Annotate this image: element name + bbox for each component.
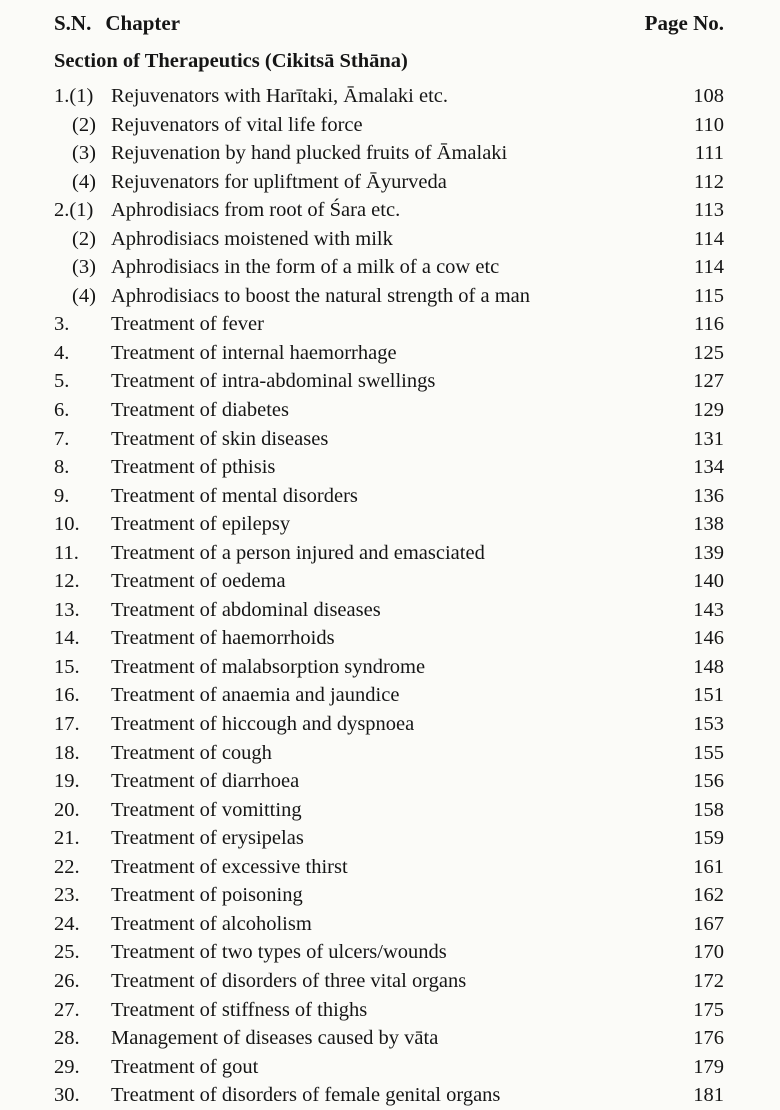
entry-number: 12.	[54, 570, 80, 593]
page-no-header: Page No.	[644, 11, 724, 35]
entry-number: 19.	[54, 770, 80, 793]
entry-number: 25.	[54, 941, 80, 964]
entry-title: Treatment of malabsorption syndrome	[111, 655, 426, 678]
toc-row	[54, 1053, 724, 1082]
entry-title: Rejuvenation by hand plucked fruits of Āmalaki	[111, 142, 508, 165]
toc-row	[54, 482, 724, 511]
entry-title: Treatment of fever	[111, 313, 264, 336]
entry-number: 17.	[54, 713, 80, 736]
entry-page: 179	[693, 1055, 724, 1078]
toc-row	[54, 910, 724, 939]
entry-title: Treatment of internal haemorrhage	[111, 341, 397, 364]
entry-number: 8.	[54, 456, 70, 479]
entry-title: Treatment of oedema	[111, 570, 286, 593]
entry-title: Treatment of vomitting	[111, 798, 302, 821]
entry-page: 162	[693, 884, 724, 907]
entry-number: 7.	[54, 427, 70, 450]
entry-title: Treatment of anaemia and jaundice	[111, 684, 400, 707]
toc-row	[54, 225, 724, 254]
entry-title: Treatment of pthisis	[111, 456, 276, 479]
entry-title: Treatment of alcoholism	[111, 912, 312, 935]
entry-page: 125	[693, 341, 724, 364]
entry-number: 18.	[54, 741, 80, 764]
entry-title: Aphrodisiacs from root of Śara etc.	[111, 199, 401, 222]
entry-title: Management of diseases caused by vāta	[111, 1027, 439, 1050]
entry-page: 139	[693, 541, 724, 564]
entry-title: Treatment of disorders of three vital organs	[111, 969, 467, 992]
entry-page: 172	[693, 969, 724, 992]
entry-title: Treatment of gout	[111, 1055, 259, 1078]
entry-page: 159	[693, 827, 724, 850]
toc-row	[54, 853, 724, 882]
entry-title: Treatment of two types of ulcers/wounds	[111, 941, 447, 964]
entry-title: Treatment of poisoning	[111, 884, 303, 907]
entry-number: 27.	[54, 998, 80, 1021]
toc-row	[54, 567, 724, 596]
entry-number: 1.(1)	[54, 85, 94, 107]
toc-row	[54, 739, 724, 768]
toc-row	[54, 596, 724, 625]
toc-row	[54, 796, 724, 825]
toc-row	[54, 1081, 724, 1110]
toc-row	[54, 282, 724, 311]
entry-number: 20.	[54, 798, 80, 821]
entry-number: 22.	[54, 855, 80, 878]
entry-number: 28.	[54, 1027, 80, 1050]
toc-row	[54, 339, 724, 368]
toc-row	[54, 824, 724, 853]
toc-row	[54, 996, 724, 1025]
entry-title: Treatment of diabetes	[111, 399, 290, 422]
entry-number: 2.(1)	[54, 199, 94, 222]
entry-page: 156	[693, 770, 724, 793]
entry-page: 167	[693, 912, 724, 935]
entry-number: 3.	[54, 313, 70, 336]
entry-page: 153	[693, 713, 724, 736]
sn-label: S.N.	[54, 11, 92, 35]
toc-row	[54, 681, 724, 710]
toc-row	[54, 624, 724, 653]
toc-list	[54, 82, 724, 1110]
entry-title: Treatment of disorders of female genital organs	[111, 1084, 501, 1107]
entry-title: Treatment of a person injured and emasciated	[111, 541, 485, 564]
entry-page: 114	[694, 227, 724, 250]
entry-page: 138	[693, 513, 724, 536]
toc-row	[54, 1024, 724, 1053]
toc-row	[54, 253, 724, 282]
entry-number: (4)	[72, 170, 96, 193]
section-title: Section of Therapeutics (Cikitsā Sthāna)	[54, 50, 408, 72]
entry-page: 176	[693, 1027, 724, 1050]
entry-page: 114	[694, 256, 724, 279]
entry-number: 26.	[54, 969, 80, 992]
entry-page: 116	[694, 313, 724, 336]
entry-number: 15.	[54, 655, 80, 678]
entry-page: 143	[693, 598, 724, 621]
entry-title: Treatment of haemorrhoids	[111, 627, 335, 650]
entry-page: 181	[693, 1084, 724, 1107]
entry-page: 111	[694, 142, 724, 165]
entry-title: Treatment of erysipelas	[111, 827, 304, 850]
entry-title: Treatment of epilepsy	[111, 513, 291, 536]
entry-page: 127	[693, 370, 724, 393]
entry-title: Aphrodisiacs in the form of a milk of a cow etc	[111, 256, 500, 279]
entry-page: 170	[693, 941, 724, 964]
entry-number: (4)	[72, 284, 96, 307]
entry-number: (3)	[72, 142, 96, 165]
toc-header-row	[54, 10, 724, 36]
entry-number: (2)	[72, 113, 96, 136]
toc-row	[54, 310, 724, 339]
toc-row	[54, 139, 724, 168]
entry-number: (3)	[72, 256, 96, 279]
entry-page: 113	[694, 199, 724, 222]
entry-page: 136	[693, 484, 724, 507]
toc-row	[54, 367, 724, 396]
entry-title: Treatment of excessive thirst	[111, 855, 348, 878]
entry-page: 112	[694, 170, 724, 193]
entry-number: 11.	[54, 541, 79, 564]
entry-title: Treatment of diarrhoea	[111, 770, 300, 793]
entry-title: Treatment of skin diseases	[111, 427, 329, 450]
entry-number: 24.	[54, 912, 80, 935]
toc-row	[54, 710, 724, 739]
entry-page: 110	[694, 113, 724, 136]
entry-page: 129	[693, 399, 724, 422]
toc-row	[54, 425, 724, 454]
entry-number: 30.	[54, 1084, 80, 1107]
entry-number: 29.	[54, 1055, 80, 1078]
toc-row	[54, 881, 724, 910]
entry-number: 6.	[54, 399, 70, 422]
entry-number: (2)	[72, 227, 96, 250]
chapter-label: Chapter	[105, 11, 181, 35]
entry-page: 175	[693, 998, 724, 1021]
entry-title: Treatment of intra-abdominal swellings	[111, 370, 436, 393]
toc-row	[54, 453, 724, 482]
entry-page: 161	[693, 855, 724, 878]
entry-page: 151	[693, 684, 724, 707]
entry-page: 108	[693, 85, 724, 107]
entry-number: 9.	[54, 484, 70, 507]
entry-number: 23.	[54, 884, 80, 907]
entry-number: 14.	[54, 627, 80, 650]
entry-page: 158	[693, 798, 724, 821]
toc-row	[54, 196, 724, 225]
entry-page: 134	[693, 456, 724, 479]
entry-title: Rejuvenators of vital life force	[111, 113, 363, 136]
toc-row	[54, 653, 724, 682]
entry-title: Rejuvenators with Harītaki, Āmalaki etc.	[111, 85, 449, 107]
entry-number: 4.	[54, 341, 70, 364]
toc-row	[54, 111, 724, 140]
toc-row	[54, 82, 724, 111]
entry-title: Aphrodisiacs to boost the natural strength of a man	[111, 284, 531, 307]
entry-title: Treatment of stiffness of thighs	[111, 998, 368, 1021]
entry-title: Treatment of abdominal diseases	[111, 598, 381, 621]
entry-title: Rejuvenators for upliftment of Āyurveda	[111, 170, 447, 193]
toc-row	[54, 767, 724, 796]
entry-title: Treatment of mental disorders	[111, 484, 358, 507]
entry-number: 10.	[54, 513, 80, 536]
entry-number: 16.	[54, 684, 80, 707]
entry-page: 115	[694, 284, 724, 307]
entry-page: 148	[693, 655, 724, 678]
entry-title: Treatment of cough	[111, 741, 272, 764]
entry-title: Treatment of hiccough and dyspnoea	[111, 713, 415, 736]
toc-row	[54, 539, 724, 568]
entry-page: 131	[693, 427, 724, 450]
entry-number: 5.	[54, 370, 70, 393]
toc-row	[54, 510, 724, 539]
toc-row	[54, 396, 724, 425]
entry-page: 146	[693, 627, 724, 650]
toc-row	[54, 938, 724, 967]
entry-number: 21.	[54, 827, 80, 850]
toc-row	[54, 967, 724, 996]
entry-page: 155	[693, 741, 724, 764]
entry-page: 140	[693, 570, 724, 593]
entry-number: 13.	[54, 598, 80, 621]
entry-title: Aphrodisiacs moistened with milk	[111, 227, 393, 250]
sn-chapter-header	[54, 10, 180, 36]
toc-row	[54, 168, 724, 197]
